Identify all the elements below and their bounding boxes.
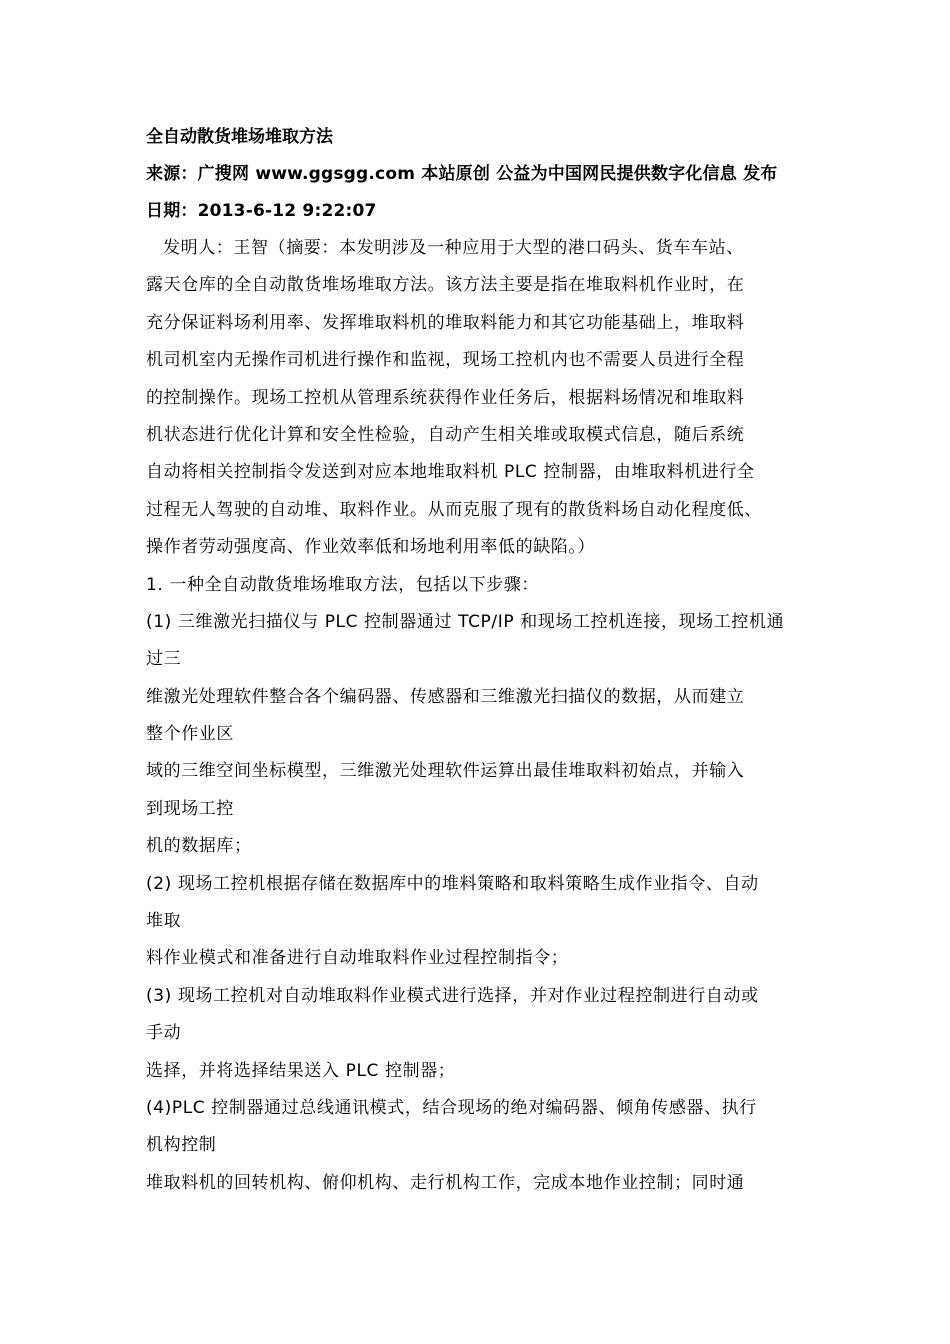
abstract-line: 机状态进行优化计算和安全性检验，自动产生相关堆或取模式信息，随后系统 [146,424,745,445]
claim-line: (3) 现场工控机对自动堆取料作业模式进行选择，并对作业过程控制进行自动或 [146,985,759,1006]
claim-line: 1. 一种全自动散货堆场堆取方法，包括以下步骤： [146,574,540,595]
abstract-line: 充分保证料场利用率、发挥堆取料机的堆取料能力和其它功能基础上，堆取料 [146,312,745,333]
source-line: 来源：广搜网 www.ggsgg.com 本站原创 公益为中国网民提供数字化信息 发布 [146,164,778,184]
claim-line: 料作业模式和准备进行自动堆取料作业过程控制指令； [146,948,569,969]
document-title: 全自动散货堆场堆取方法 [146,127,333,147]
claim-line: 选择，并将选择结果送入 PLC 控制器； [146,1060,456,1081]
claim-line: (2) 现场工控机根据存储在数据库中的堆料策略和取料策略生成作业指令、自动 [146,873,759,894]
abstract-line: 露天仓库的全自动散货堆场堆取方法。该方法主要是指在堆取料机作业时，在 [146,275,745,296]
claim-line: 到现场工控 [146,798,234,819]
claim-line: 机的数据库； [146,836,252,857]
abstract-line: 的控制操作。现场工控机从管理系统获得作业任务后，根据料场情况和堆取料 [146,387,745,408]
abstract-line: 机司机室内无操作司机进行操作和监视，现场工控机内也不需要人员进行全程 [146,350,745,371]
date-line: 日期：2013-6-12 9:22:07 [146,201,377,221]
abstract-line: 自动将相关控制指令发送到对应本地堆取料机 PLC 控制器，由堆取料机进行全 [146,462,755,483]
claim-line: 手动 [146,1023,182,1044]
claim-line: 过三 [146,649,182,670]
claim-line: (4)PLC 控制器通过总线通讯模式，结合现场的绝对编码器、倾角传感器、执行 [146,1097,757,1118]
claim-line: 整个作业区 [146,724,234,745]
claim-line: 堆取料机的回转机构、俯仰机构、走行机构工作，完成本地作业控制；同时通 [146,1172,745,1193]
claim-line: 堆取 [146,911,182,932]
document-body [146,119,826,1202]
abstract-line: 过程无人驾驶的自动堆、取料作业。从而克服了现有的散货料场自动化程度低、 [146,499,762,520]
claim-line: 域的三维空间坐标模型，三维激光处理软件运算出最佳堆取料初始点，并输入 [146,761,745,782]
claim-line: 维激光处理软件整合各个编码器、传感器和三维激光扫描仪的数据，从而建立 [146,686,745,707]
abstract-line: 操作者劳动强度高、作业效率低和场地利用率低的缺陷。） [146,537,596,558]
claim-line: 机构控制 [146,1135,217,1156]
abstract-line: 发明人：王智（摘要：本发明涉及一种应用于大型的港口码头、货车车站、 [163,238,744,258]
claim-line: (1) 三维激光扫描仪与 PLC 控制器通过 TCP/IP 和现场工控机连接，现场工控机通 [146,611,785,632]
